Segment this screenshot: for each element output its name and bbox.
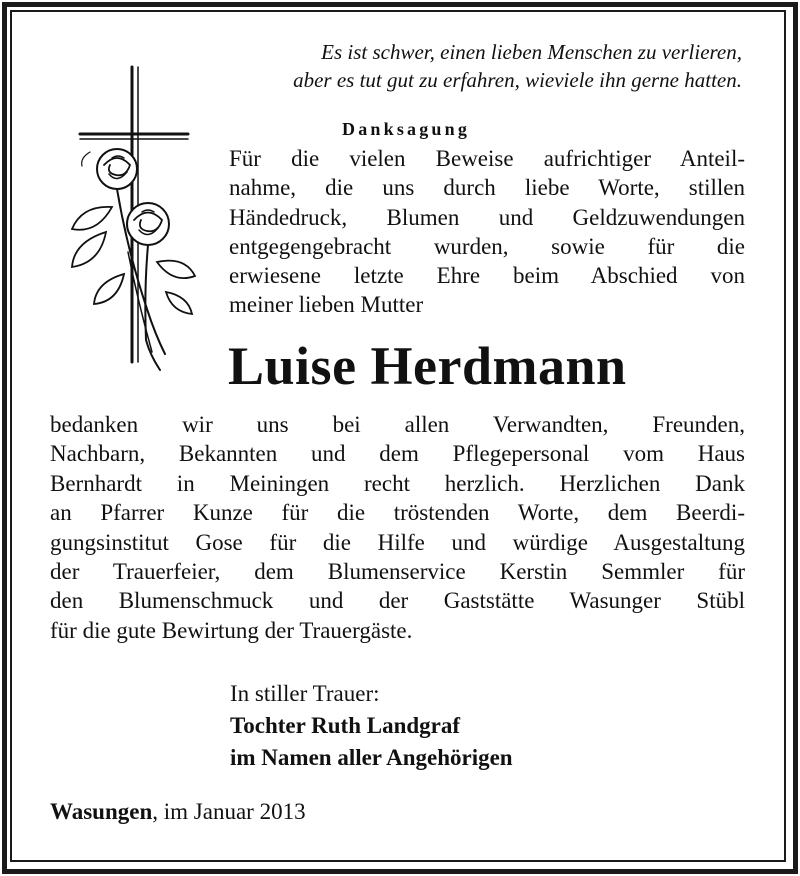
- lead-line: Für die vielen Beweise aufrichtiger Anteil-: [229, 146, 745, 171]
- body-line: bedanken wir uns bei allen Verwandten, Freunden,: [50, 412, 745, 437]
- lead-paragraph: [229, 144, 745, 320]
- body-line: Nachbarn, Bekannten und dem Pflegepersonal vom Haus: [50, 441, 745, 467]
- body-line: für die gute Bewirtung der Trauergäste.: [50, 617, 413, 643]
- signature-family: im Namen aller Angehörigen: [230, 745, 513, 770]
- lead-line: Händedruck, Blumen und Geldzuwendungen: [229, 204, 745, 230]
- body-line: Bernhardt in Meiningen recht herzlich. Herzlichen Dank: [50, 470, 745, 496]
- body-paragraph: [50, 410, 745, 645]
- lead-line: meiner lieben Mutter: [229, 292, 424, 318]
- motto: [150, 38, 742, 94]
- place-date: [50, 799, 306, 825]
- lead-line: entgegengebracht wurden, sowie für die: [229, 233, 745, 259]
- body-line: an Pfarrer Kunze für die tröstenden Worte, dem Beerdi-: [50, 500, 745, 526]
- deceased-name: Luise Herdmann: [228, 336, 627, 396]
- lead-line: erwiesene letzte Ehre beim Abschied von: [229, 263, 745, 289]
- motto-line-1: Es ist schwer, einen lieben Menschen zu verlieren,: [321, 40, 742, 64]
- place-town: Wasungen: [50, 799, 153, 824]
- cross-with-roses-icon: [62, 62, 202, 382]
- signature-intro: In stiller Trauer:: [230, 681, 380, 706]
- signature-block: [230, 678, 513, 774]
- heading-danksagung: Danksagung: [342, 119, 471, 139]
- place-date-text: , im Januar 2013: [152, 799, 306, 824]
- body-line: gungsinstitut Gose für die Hilfe und würdige Ausgestaltung: [50, 529, 745, 555]
- signature-name: Tochter Ruth Landgraf: [230, 713, 461, 738]
- motto-line-2: aber es tut gut zu erfahren, wieviele ihn gerne hatten.: [293, 68, 742, 92]
- lead-line: nahme, die uns durch liebe Worte, stillen: [229, 175, 745, 201]
- body-line: der Trauerfeier, dem Blumenservice Kerstin Semmler für: [50, 559, 745, 585]
- body-line: den Blumenschmuck und der Gaststätte Wasunger Stübl: [50, 588, 745, 614]
